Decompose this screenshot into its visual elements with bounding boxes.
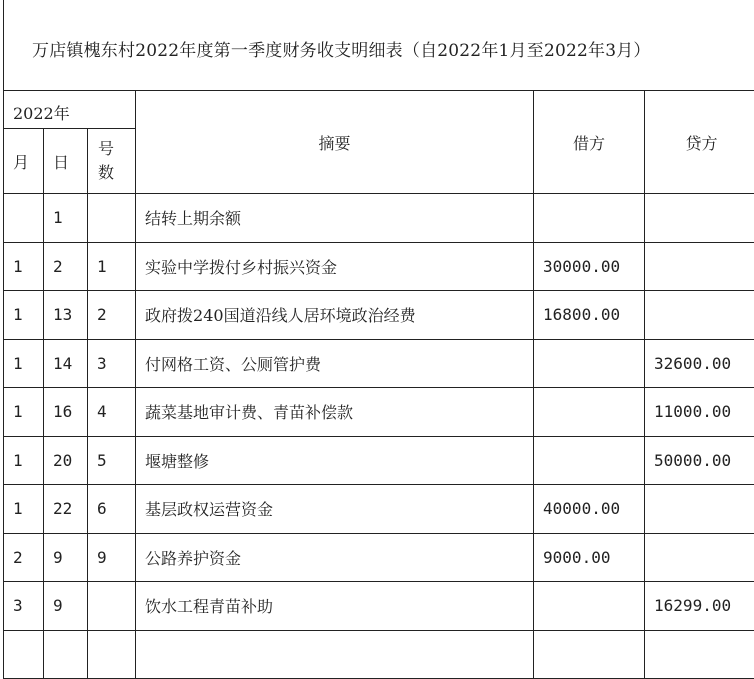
row-month: 1 (4, 388, 44, 437)
row-debit: 16800.00 (534, 291, 645, 340)
row-day: 2 (44, 242, 88, 291)
row-summary: 实验中学拨付乡村振兴资金 (136, 242, 534, 291)
row-day: 9 (44, 533, 88, 582)
row-month: 1 (4, 436, 44, 485)
row-month: 1 (4, 339, 44, 388)
document-title: 万店镇槐东村2022年度第一季度财务收支明细表（自2022年1月至2022年3月） (32, 41, 651, 61)
row-summary (136, 630, 534, 679)
row-day: 14 (44, 339, 88, 388)
table-row (4, 194, 754, 243)
debit-header: 借方 (534, 91, 645, 194)
row-summary: 蔬菜基地审计费、青苗补偿款 (136, 388, 534, 437)
month-header: 月 (4, 129, 44, 194)
row-credit (645, 194, 754, 243)
row-number: 3 (88, 339, 136, 388)
row-month (4, 630, 44, 679)
row-credit (645, 485, 754, 534)
table-row (4, 582, 754, 631)
row-number: 2 (88, 291, 136, 340)
row-debit: 40000.00 (534, 485, 645, 534)
row-number: 4 (88, 388, 136, 437)
row-summary: 堰塘整修 (136, 436, 534, 485)
row-summary: 饮水工程青苗补助 (136, 582, 534, 631)
row-debit (534, 388, 645, 437)
row-credit (645, 630, 754, 679)
ledger-table (3, 90, 754, 679)
table-row (4, 485, 754, 534)
table-row (4, 533, 754, 582)
ledger-header (4, 91, 754, 194)
table-row (4, 388, 754, 437)
row-credit: 32600.00 (645, 339, 754, 388)
row-day: 16 (44, 388, 88, 437)
row-credit: 50000.00 (645, 436, 754, 485)
row-credit: 11000.00 (645, 388, 754, 437)
row-credit (645, 533, 754, 582)
number-header-line2: 数 (98, 163, 115, 182)
row-number: 5 (88, 436, 136, 485)
row-debit (534, 194, 645, 243)
row-number (88, 194, 136, 243)
row-debit: 9000.00 (534, 533, 645, 582)
row-month: 3 (4, 582, 44, 631)
row-number (88, 630, 136, 679)
row-month: 2 (4, 533, 44, 582)
row-day: 13 (44, 291, 88, 340)
row-month: 1 (4, 242, 44, 291)
row-number (88, 582, 136, 631)
number-header (88, 129, 136, 194)
row-day: 20 (44, 436, 88, 485)
year-header: 2022年 (4, 91, 136, 129)
row-day: 22 (44, 485, 88, 534)
row-day: 9 (44, 582, 88, 631)
ledger-body (4, 194, 754, 679)
row-number: 9 (88, 533, 136, 582)
row-debit: 30000.00 (534, 242, 645, 291)
table-row (4, 291, 754, 340)
row-number: 6 (88, 485, 136, 534)
row-day (44, 630, 88, 679)
row-month: 1 (4, 291, 44, 340)
row-credit: 16299.00 (645, 582, 754, 631)
row-debit (534, 582, 645, 631)
table-row (4, 339, 754, 388)
row-debit (534, 630, 645, 679)
row-credit (645, 291, 754, 340)
row-number: 1 (88, 242, 136, 291)
row-summary: 结转上期余额 (136, 194, 534, 243)
row-month: 1 (4, 485, 44, 534)
summary-header: 摘要 (136, 91, 534, 194)
credit-header: 贷方 (645, 91, 754, 194)
row-debit (534, 339, 645, 388)
row-summary: 基层政权运营资金 (136, 485, 534, 534)
number-header-line1: 号 (98, 139, 115, 158)
row-summary: 公路养护资金 (136, 533, 534, 582)
row-day: 1 (44, 194, 88, 243)
row-credit (645, 242, 754, 291)
table-row (4, 242, 754, 291)
table-row (4, 630, 754, 679)
table-row (4, 436, 754, 485)
row-debit (534, 436, 645, 485)
row-month (4, 194, 44, 243)
row-summary: 付网格工资、公厕管护费 (136, 339, 534, 388)
row-summary: 政府拨240国道沿线人居环境政治经费 (136, 291, 534, 340)
day-header: 日 (44, 129, 88, 194)
